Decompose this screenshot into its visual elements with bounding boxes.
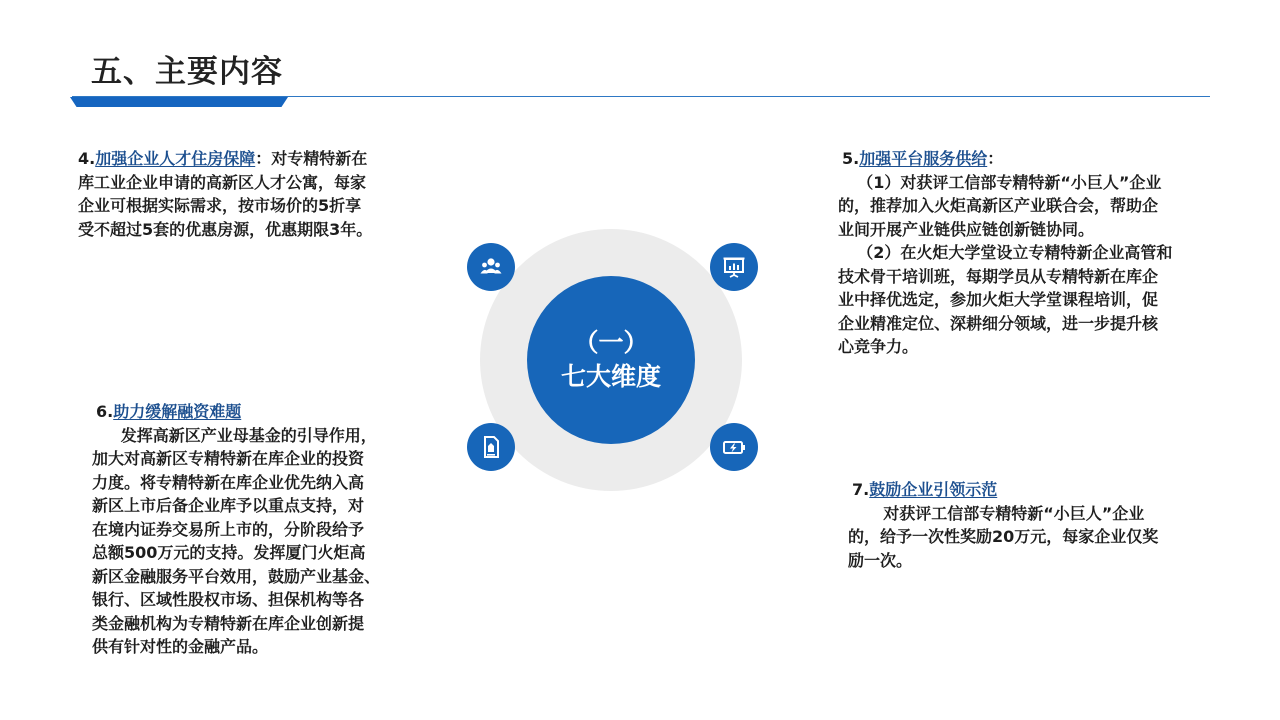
page-title: 五、主要内容	[91, 54, 283, 90]
section-5-line-5: 技术骨干培训班，每期学员从专精特新在库企	[838, 266, 1159, 286]
section-4-line-3: 企业可根据实际需求，按市场价的5折享	[78, 196, 362, 215]
section-5-heading-colon: ：	[987, 149, 1004, 168]
section-5-line-2: 的，推荐加入火炬高新区产业联合会，帮助企	[838, 196, 1159, 215]
center-label-line-2: 七大维度	[560, 362, 661, 391]
section-6-line-1: 发挥高新区产业母基金的引导作用，	[120, 425, 377, 445]
section-7-heading: 鼓励企业引领示范	[869, 480, 998, 499]
section-7-line-3: 励一次。	[848, 550, 913, 570]
section-7-line-2: 的，给予一次性奖励20万元，每家企业仅奖	[848, 527, 1159, 546]
section-6-number: 6.	[96, 402, 114, 421]
section-5-line-1: （1）对获评工信部专精特新“小巨人”企业	[857, 172, 1162, 192]
section-4-number: 4.	[78, 149, 96, 168]
section-4-line-1: ：对专精特新在	[255, 149, 368, 168]
section-6-line-5: 在境内证券交易所上市的，分阶段给予	[92, 519, 365, 539]
section-5-platform	[838, 147, 1238, 359]
section-4-line-4: 受不超过5套的优惠房源，优惠期限3年。	[78, 219, 373, 239]
people-icon	[467, 243, 515, 291]
center-label-line-1: （一）	[573, 328, 649, 357]
section-7-number: 7.	[852, 480, 870, 499]
section-5-line-7: 企业精准定位、深耕细分领域，进一步提升核	[838, 313, 1159, 333]
title-accent-bar	[70, 97, 288, 107]
section-5-line-8: 心竞争力。	[838, 337, 919, 356]
section-6-line-10: 供有针对性的金融产品。	[92, 637, 269, 656]
section-6-heading: 助力缓解融资难题	[113, 402, 242, 421]
section-6-line-2: 加大对高新区专精特新在库企业的投资	[92, 449, 365, 468]
section-4-line-2: 库工业企业申请的高新区人才公寓，每家	[78, 172, 367, 192]
center-circle	[527, 276, 695, 444]
battery-charge-icon	[710, 423, 758, 471]
section-6-line-4: 新区上市后备企业库予以重点支持，对	[92, 496, 365, 515]
section-6-financing	[92, 400, 432, 659]
section-6-line-6: 总额500万元的支持。发挥厦门火炬高	[92, 543, 366, 562]
section-6-line-9: 类金融机构为专精特新在库企业创新提	[92, 613, 365, 633]
document-icon	[467, 423, 515, 471]
section-6-line-8: 银行、区域性股权市场、担保机构等各	[92, 590, 365, 609]
section-7-line-1: 对获评工信部专精特新“小巨人”企业	[883, 503, 1145, 523]
section-5-line-3: 业间开展产业链供应链创新链协同。	[838, 219, 1095, 239]
section-5-line-4: （2）在火炬大学堂设立专精特新企业高管和	[857, 243, 1173, 262]
section-7-demonstration	[848, 478, 1238, 572]
section-4-housing	[78, 147, 428, 241]
title-divider-line	[72, 96, 1210, 97]
section-6-line-7: 新区金融服务平台效用，鼓励产业基金、	[92, 566, 381, 586]
section-5-number: 5.	[842, 149, 860, 168]
section-5-line-6: 业中择优选定，参加火炬大学堂课程培训，促	[838, 290, 1159, 309]
section-5-heading: 加强平台服务供给	[859, 149, 988, 168]
section-6-line-3: 力度。将专精特新在库企业优先纳入高	[92, 472, 365, 492]
presentation-board-icon	[710, 243, 758, 291]
section-4-heading: 加强企业人才住房保障	[95, 149, 256, 168]
